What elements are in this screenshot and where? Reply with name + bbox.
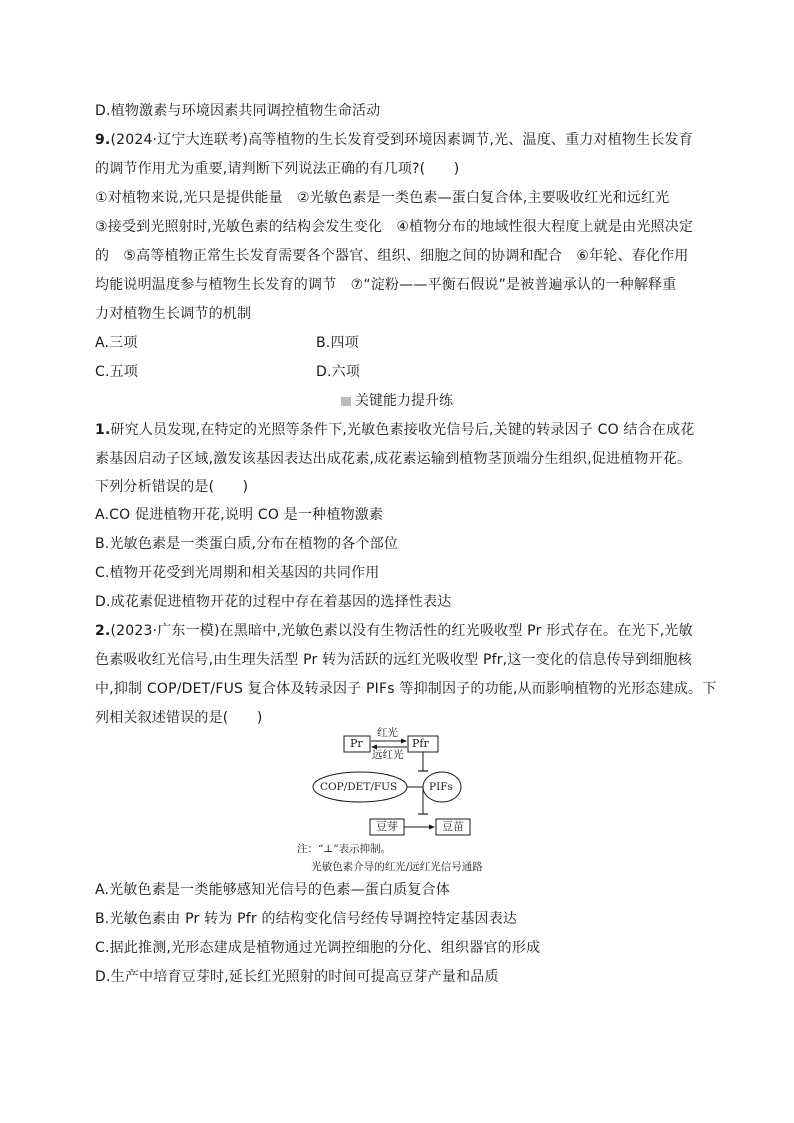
q2-option-a: A.光敏色素是一类能够感知光信号的色素—蛋白质复合体 <box>95 882 450 898</box>
q9-options-row-1 <box>95 333 359 353</box>
red-light-arrowhead <box>401 739 407 744</box>
q1-line-3: 下列分析错误的是( ) <box>95 479 249 495</box>
section-marker-icon <box>341 397 351 406</box>
q2-option-c: C.据此推测,光形态建成是植物通过光调控细胞的分化、组织器官的形成 <box>95 940 541 956</box>
seedling-label: 豆苗 <box>442 820 464 833</box>
q1-option-c: C.植物开花受到光周期和相关基因的共同作用 <box>95 565 380 581</box>
q8-option-d: D.植物激素与环境因素共同调控植物生命活动 <box>95 103 381 119</box>
sprout-label: 豆芽 <box>376 820 398 833</box>
q9-line-6: 均能说明温度参与植物生长发育的调节 ⑦“淀粉——平衡石假说”是被普遍承认的一种解释重 <box>95 277 677 293</box>
q1-option-d: D.成花素促进植物开花的过程中存在着基因的选择性表达 <box>95 594 452 610</box>
pr-label: Pr <box>350 737 363 750</box>
q9-line-2: 的调节作用尤为重要,请判断下列说法正确的有几项?( ) <box>95 161 460 177</box>
q1-option-a: A.CO 促进植物开花,说明 CO 是一种植物激素 <box>95 507 384 523</box>
q9-line-1: 9.(2024·辽宁大连联考)高等植物的生长发育受到环境因素调节,光、温度、重力对植物生长发育 <box>95 132 693 148</box>
q2-line-1: 2.(2023·广东一模)在黑暗中,光敏色素以没有生物活性的红光吸收型 Pr 形式存在。在光下,光敏 <box>95 623 693 639</box>
far-red-light-label: 远红光 <box>372 749 404 761</box>
section-heading: 关键能力提升练 <box>0 391 794 411</box>
growth-arrowhead <box>429 825 435 830</box>
q2-number: 2. <box>95 623 111 639</box>
pifs-label: PIFs <box>429 781 453 793</box>
q2-line-3: 中,抑制 COP/DET/FUS 复合体及转录因子 PIFs 等抑制因子的功能,从而影响植物的光形态建成。下 <box>95 681 717 697</box>
q1-line-1: 1.研究人员发现,在特定的光照等条件下,光敏色素接收光信号后,关键的转录因子 CO 结合在成花 <box>95 422 695 438</box>
q1-number: 1. <box>95 422 111 438</box>
diagram-note: 注：“⊥”表示抑制。 <box>297 843 392 855</box>
q9-line-3: ①对植物来说,光只是提供能量 ②光敏色素是一类色素—蛋白复合体,主要吸收红光和远红光 <box>95 190 670 206</box>
q2-line-4: 列相关叙述错误的是( ) <box>95 710 263 726</box>
figure-caption: 光敏色素介导的红光/远红光信号通路 <box>311 861 483 873</box>
q2-option-d: D.生产中培育豆芽时,延长红光照射的时间可提高豆芽产量和品质 <box>95 969 499 985</box>
q1-line-2: 素基因启动子区域,激发该基因表达出成花素,成花素运输到植物茎顶端分生组织,促进植物开花。 <box>95 451 692 467</box>
q9-option-d: D.六项 <box>316 364 361 380</box>
cop-label: COP/DET/FUS <box>320 781 398 793</box>
q9-options-row-2 <box>95 362 361 382</box>
q9-line-5: 的 ⑤高等植物正常生长发育需要各个器官、组织、细胞之间的协调和配合 ⑥年轮、春化作用 <box>95 248 689 264</box>
q1-option-b: B.光敏色素是一类蛋白质,分布在植物的各个部位 <box>95 536 399 552</box>
pfr-label: Pfr <box>412 737 429 750</box>
q9-option-c: C.五项 <box>95 364 139 380</box>
q9-option-a: A.三项 <box>95 335 138 351</box>
q2-line-2: 色素吸收红光信号,由生理失活型 Pr 转为活跃的远红光吸收型 Pfr,这一变化的信息传导到细胞核 <box>95 652 692 668</box>
q9-line-4: ③接受到光照射时,光敏色素的结构会发生变化 ④植物分布的地域性很大程度上就是由光照决定 <box>95 219 694 235</box>
signal-pathway-diagram <box>297 727 520 878</box>
q9-line-7: 力对植物生长调节的机制 <box>95 306 252 322</box>
q9-option-b: B.四项 <box>316 335 359 351</box>
q9-number: 9. <box>95 132 111 148</box>
red-light-label: 红光 <box>377 727 398 739</box>
q2-option-b: B.光敏色素由 Pr 转为 Pfr 的结构变化信号经传导调控特定基因表达 <box>95 911 518 927</box>
